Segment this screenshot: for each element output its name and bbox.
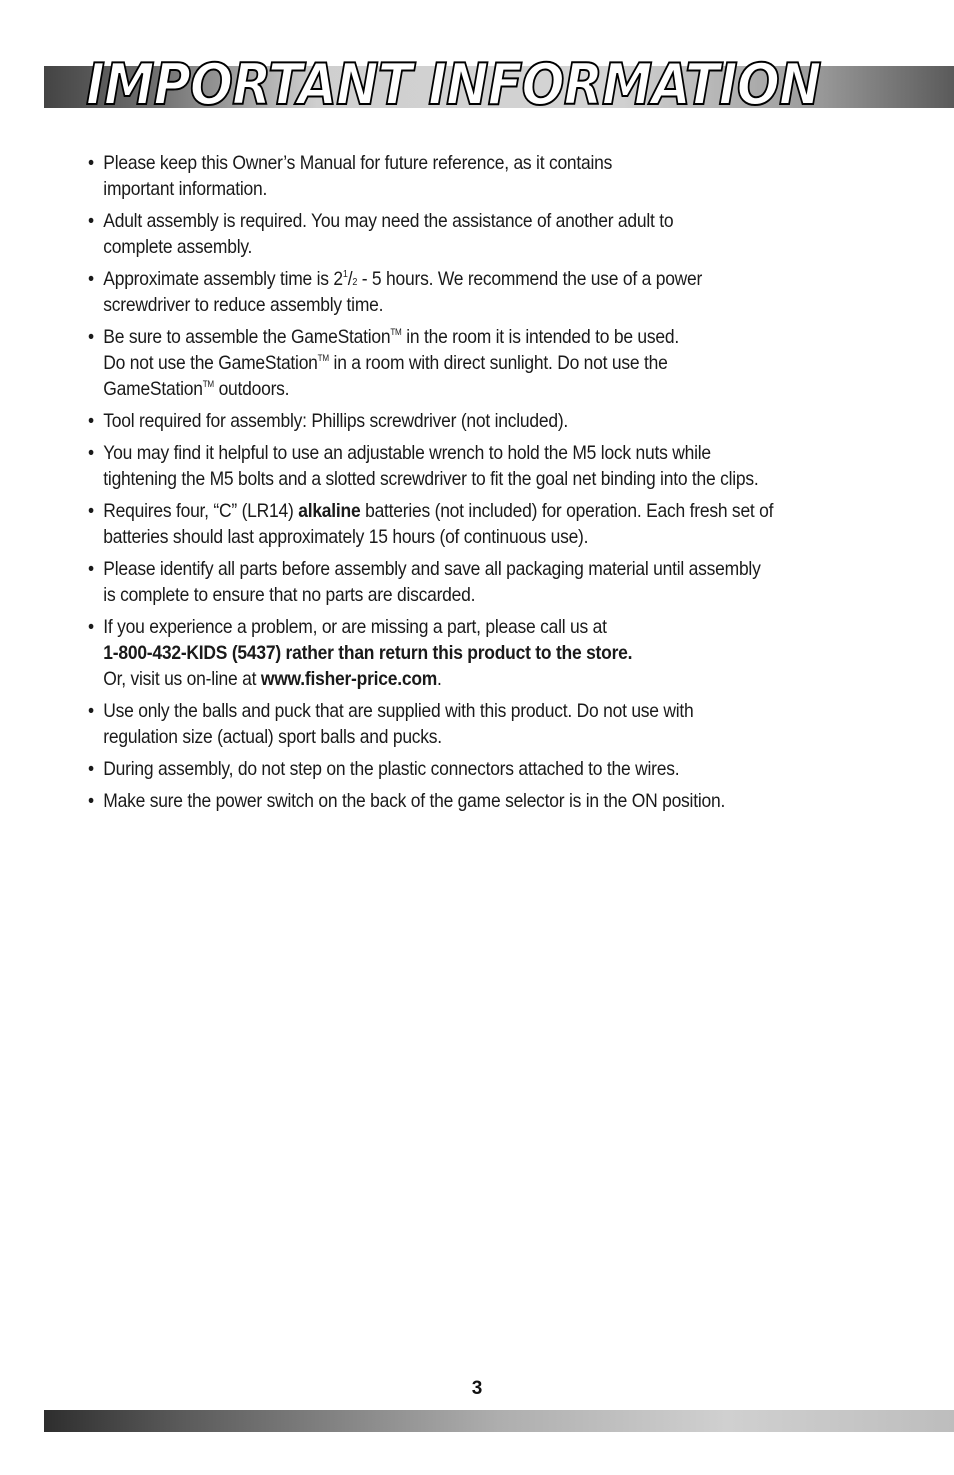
- info-item-assembly-time: [88, 266, 801, 318]
- item-text: outdoors.: [213, 378, 290, 400]
- item-text: Adult assembly is required. You may need the assistance of another adult to: [103, 210, 674, 232]
- bullet: •: [88, 616, 94, 638]
- item-text: Use only the balls and puck that are supplied with this product. Do not use with: [103, 700, 694, 722]
- info-item-adjustable-wrench: [88, 440, 801, 492]
- website-link[interactable]: www.fisher-price.com: [260, 668, 438, 690]
- item-text: Do not use the GameStation: [103, 352, 318, 374]
- info-item-identify-parts: [88, 556, 801, 608]
- important-info-list: [88, 150, 801, 820]
- item-text: batteries should last approximately 15 hours (of continuous use).: [103, 526, 589, 548]
- trademark-mark: TM: [390, 327, 402, 337]
- item-text: During assembly, do not step on the plastic connectors attached to the wires.: [103, 758, 680, 780]
- item-text: If you experience a problem, or are missing a part, please call us at: [103, 616, 607, 638]
- info-item-adult-assembly: [88, 208, 801, 260]
- item-text: Tool required for assembly: Phillips screwdriver (not included).: [103, 410, 569, 432]
- item-text: Or, visit us on-line at: [103, 668, 261, 690]
- page-title: IMPORTANT INFORMATION: [86, 52, 821, 118]
- page-number: 3: [471, 1378, 483, 1399]
- footer-bar: [44, 1410, 954, 1432]
- item-text: in the room it is intended to be used.: [401, 326, 680, 348]
- bullet: •: [88, 558, 94, 580]
- bullet: •: [88, 700, 94, 722]
- info-item-tool-required: [88, 408, 801, 434]
- item-text: - 5 hours. We recommend the use of a power: [357, 268, 703, 290]
- item-text: complete assembly.: [103, 236, 253, 258]
- info-item-gamestation-location: [88, 324, 801, 402]
- info-item-power-switch: [88, 788, 801, 814]
- info-item-keep-manual: [88, 150, 801, 202]
- bullet: •: [88, 410, 94, 432]
- item-text: is complete to ensure that no parts are discarded.: [103, 584, 476, 606]
- fraction-slash: /: [347, 268, 353, 290]
- item-text: batteries (not included) for operation. Each fresh set of: [360, 500, 774, 522]
- bullet: •: [88, 758, 94, 780]
- item-text: GameStation: [103, 378, 203, 400]
- bullet: •: [88, 210, 94, 232]
- item-text: important information.: [103, 178, 268, 200]
- item-text: tightening the M5 bolts and a slotted screwdriver to fit the goal net binding into the clips.: [103, 468, 759, 490]
- item-text: Be sure to assemble the GameStation: [103, 326, 391, 348]
- item-text: regulation size (actual) sport balls and pucks.: [103, 726, 442, 748]
- bullet: •: [88, 152, 94, 174]
- fraction-denominator: 2: [352, 277, 358, 288]
- trademark-mark: TM: [317, 353, 329, 363]
- info-item-connectors: [88, 756, 801, 782]
- bullet: •: [88, 790, 94, 812]
- bullet: •: [88, 268, 94, 290]
- trademark-mark: TM: [202, 379, 214, 389]
- fraction-numerator: 1: [342, 269, 348, 280]
- item-text: Approximate assembly time is 2: [103, 268, 343, 290]
- item-text: Please identify all parts before assembly and save all packaging material until assembly: [103, 558, 761, 580]
- item-text: You may find it helpful to use an adjustable wrench to hold the M5 lock nuts while: [103, 442, 711, 464]
- info-item-contact: [88, 614, 801, 692]
- bullet: •: [88, 500, 94, 522]
- bullet: •: [88, 442, 94, 464]
- item-text: Make sure the power switch on the back of the game selector is in the ON position.: [103, 790, 726, 812]
- alkaline-emphasis: alkaline: [298, 500, 361, 522]
- item-text: Requires four, “C” (LR14): [103, 500, 299, 522]
- item-text: .: [437, 668, 442, 690]
- bullet: •: [88, 326, 94, 348]
- phone-number: 1-800-432-KIDS (5437) rather than return this product to the store.: [103, 642, 633, 664]
- item-text: Please keep this Owner’s Manual for future reference, as it contains: [103, 152, 613, 174]
- info-item-balls-puck: [88, 698, 801, 750]
- item-text: screwdriver to reduce assembly time.: [103, 294, 384, 316]
- item-text: in a room with direct sunlight. Do not use the: [328, 352, 668, 374]
- info-item-batteries: [88, 498, 801, 550]
